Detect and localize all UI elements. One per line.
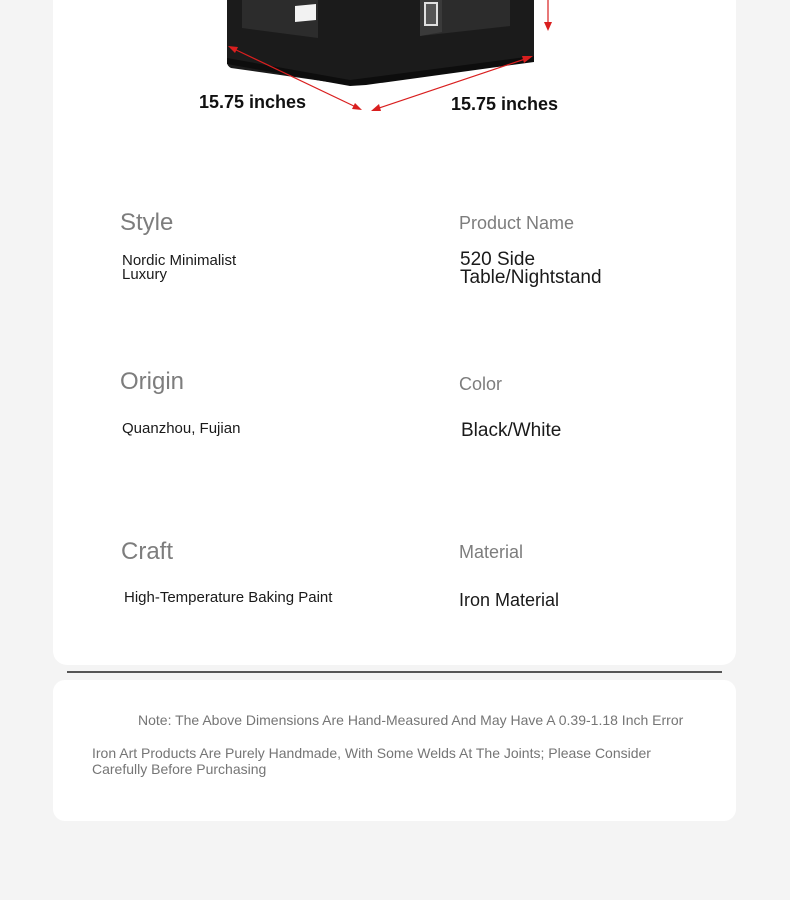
style-value: Nordic Minimalist Luxury bbox=[122, 252, 237, 283]
material-value: Iron Material bbox=[459, 590, 560, 610]
style-label: Style bbox=[120, 209, 174, 236]
color-label: Color bbox=[459, 374, 503, 394]
origin-value: Quanzhou, Fujian bbox=[122, 420, 241, 437]
color-value: Black/White bbox=[461, 420, 562, 441]
origin-label: Origin bbox=[120, 368, 185, 395]
product-name-label: Product Name bbox=[459, 213, 575, 233]
product-name-value: 520 Side Table/Nightstand bbox=[460, 249, 602, 288]
dimension-error-note: Note: The Above Dimensions Are Hand-Measured And May Have A 0.39-1.18 Inch Error bbox=[138, 712, 684, 728]
craft-value: High-Temperature Baking Paint bbox=[124, 589, 333, 606]
width-dimension-label: 15.75 inches bbox=[199, 92, 307, 112]
depth-dimension-label: 15.75 inches bbox=[451, 94, 559, 114]
handmade-note: Iron Art Products Are Purely Handmade, With Some Welds At The Joints; Please Consider Carefully Before Purchasing bbox=[92, 745, 651, 777]
material-label: Material bbox=[459, 542, 524, 562]
section-divider bbox=[67, 671, 722, 673]
craft-label: Craft bbox=[121, 538, 174, 565]
